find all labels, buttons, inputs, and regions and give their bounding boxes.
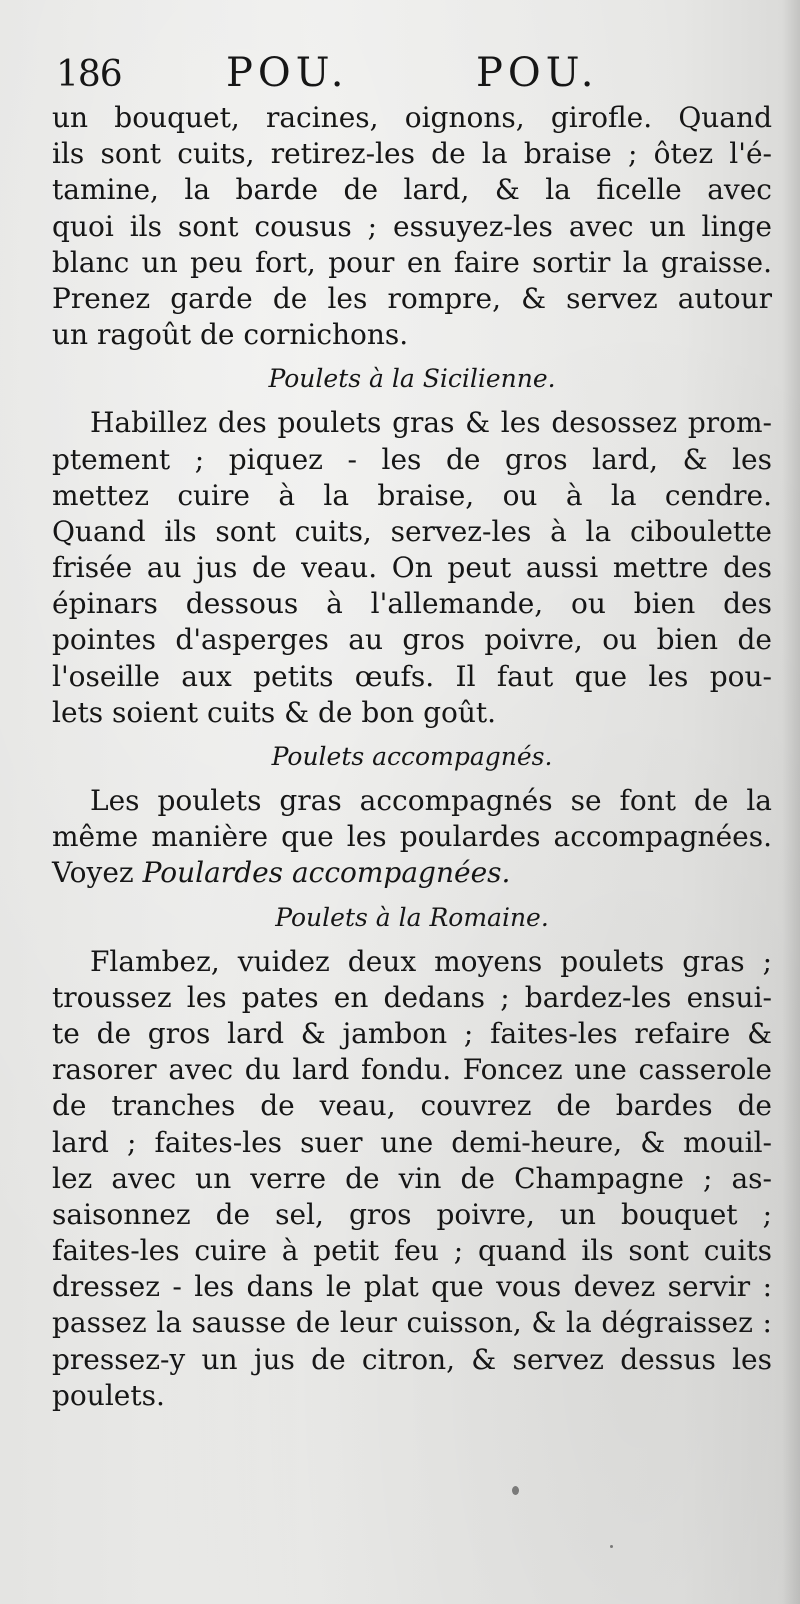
paragraph-accompagnes xyxy=(52,783,772,892)
text-line: frisée au jus de veau. On peut aussi mettre des xyxy=(52,551,772,585)
text-line: dressez - les dans le plat que vous devez servir : xyxy=(52,1270,772,1304)
text-line: Flambez, vuidez deux moyens poulets gras ; xyxy=(90,944,772,978)
text-line: lets soient cuits & de bon goût. xyxy=(52,695,497,729)
section-heading-sicilienne: Poulets à la Sicilienne. xyxy=(268,364,556,394)
text-line: troussez les pates en dedans ; bardez-les ensui- xyxy=(52,980,772,1014)
text-line: ils sont cuits, retirez-les de la braise ; ôtez l'é- xyxy=(52,137,772,171)
page-edge-shadow xyxy=(782,0,800,1604)
text-line xyxy=(52,855,772,891)
text-line: un ragoût de cornichons. xyxy=(52,318,409,352)
intro-paragraph xyxy=(52,100,772,353)
text-line: même manière que les poulardes accompagnées. xyxy=(52,820,772,854)
paragraph-sicilienne xyxy=(52,405,772,731)
text-line: lez avec un verre de vin de Champagne ; as- xyxy=(52,1161,772,1195)
text-line: faites-les cuire à petit feu ; quand ils sont cuits xyxy=(52,1234,772,1268)
text-line: blanc un peu fort, pour en faire sortir la graisse. xyxy=(52,245,772,279)
text-line: de tranches de veau, couvrez de bardes de xyxy=(52,1089,772,1123)
text-line: lard ; faites-les suer une demi-heure, & mouil- xyxy=(52,1125,772,1159)
ink-spot xyxy=(512,1486,519,1495)
section-heading-accompagnes: Poulets accompagnés. xyxy=(271,742,553,771)
running-head-left: POU. xyxy=(226,50,349,96)
text-line: saisonnez de sel, gros poivre, un bouquet ; xyxy=(52,1197,772,1231)
text-span: Voyez xyxy=(52,856,143,890)
text-line: Prenez garde de les rompre, & servez autour xyxy=(52,281,772,315)
text-line: Les poulets gras accompagnés se font de la xyxy=(90,784,772,817)
paragraph-romaine xyxy=(52,944,772,1414)
text-line: Quand ils sont cuits, servez-les à la ciboulette xyxy=(52,514,772,548)
text-line: ptement ; piquez - les de gros lard, & les xyxy=(52,442,772,476)
ink-spot xyxy=(610,1545,613,1548)
running-head-right: POU. xyxy=(476,50,599,96)
page-number: 186 xyxy=(56,54,122,95)
text-line: pressez-y un jus de citron, & servez dessus les xyxy=(52,1342,772,1376)
text-line: quoi ils sont cousus ; essuyez-les avec un linge xyxy=(52,209,772,243)
text-line: un bouquet, racines, oignons, girofle. Quand xyxy=(52,101,772,134)
text-line: te de gros lard & jambon ; faites-les refaire & xyxy=(52,1016,772,1050)
text-line: l'oseille aux petits œufs. Il faut que les pou- xyxy=(52,659,772,693)
page-header xyxy=(56,46,646,106)
text-line: pointes d'asperges au gros poivre, ou bien de xyxy=(52,623,772,657)
text-line: mettez cuire à la braise, ou à la cendre. xyxy=(52,478,772,512)
text-line: poulets. xyxy=(52,1378,165,1412)
text-line: tamine, la barde de lard, & la ficelle avec xyxy=(52,173,772,207)
section-heading-romaine: Poulets à la Romaine. xyxy=(275,902,549,932)
text-line: rasorer avec du lard fondu. Foncez une casserole xyxy=(52,1053,772,1087)
text-line: Habillez des poulets gras & les desossez prom- xyxy=(90,406,772,440)
cross-reference: Poulardes accompagnées. xyxy=(142,856,511,890)
text-line: passez la sausse de leur cuisson, & la dégraissez : xyxy=(52,1306,772,1340)
page-body xyxy=(52,100,772,1414)
text-line: épinars dessous à l'allemande, ou bien des xyxy=(52,587,772,621)
